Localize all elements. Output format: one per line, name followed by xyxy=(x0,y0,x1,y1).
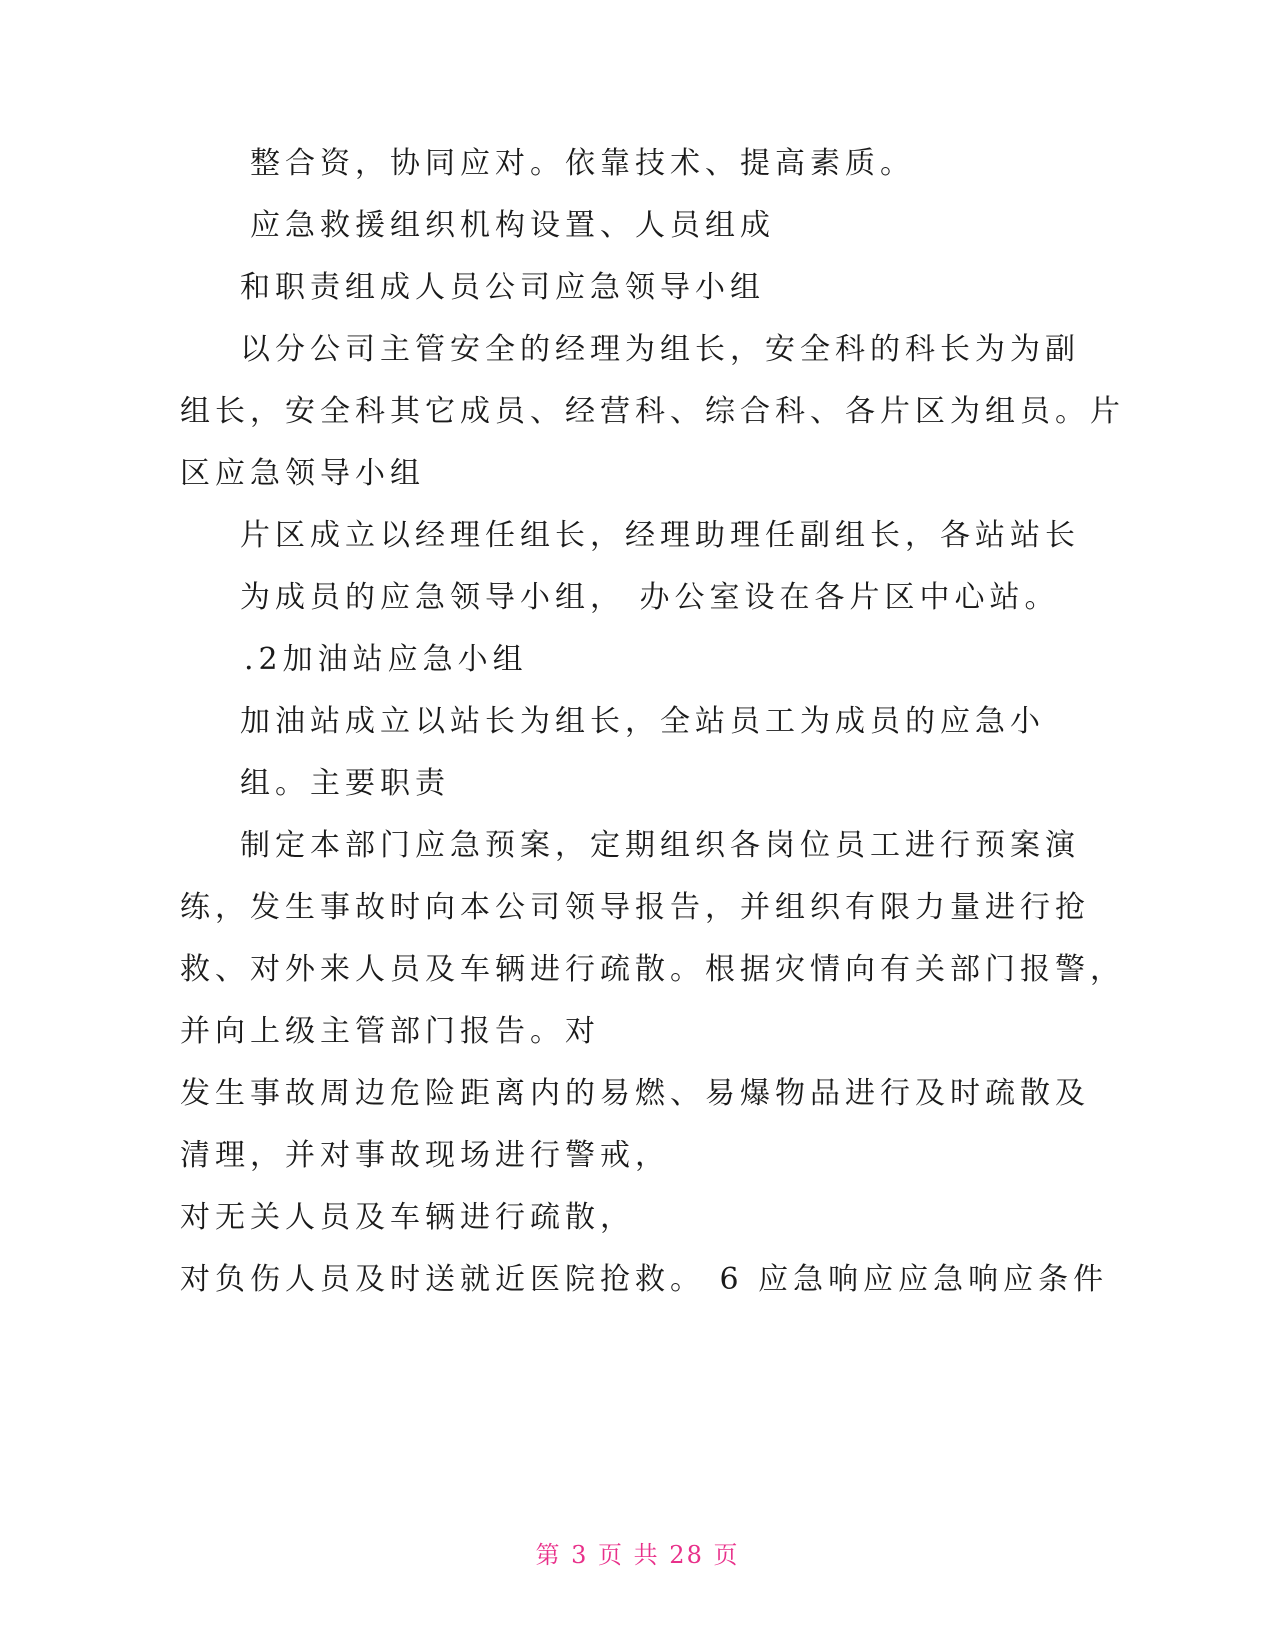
text-line-9: .2加油站应急小组 xyxy=(244,642,528,677)
text-line-19: 对负伤人员及时送就近医院抢救。 6 应急响应应急响应条件 xyxy=(180,1262,1109,1297)
text-line-3: 和职责组成人员公司应急领导小组 xyxy=(240,270,765,305)
page-number-footer: 第 3 页 共 28 页 xyxy=(535,1541,740,1569)
text-line-15: 并向上级主管部门报告。对 xyxy=(180,1014,600,1049)
text-line-13: 练，发生事故时向本公司领导报告，并组织有限力量进行抢 xyxy=(180,890,1090,925)
text-line-1: 整合资，协同应对。依靠技术、提高素质。 xyxy=(250,146,915,181)
text-line-7: 片区成立以经理任组长，经理助理任副组长，各站站长 xyxy=(240,518,1080,553)
text-line-11: 组。主要职责 xyxy=(240,766,450,801)
text-line-10: 加油站成立以站长为组长，全站员工为成员的应急小 xyxy=(240,704,1045,739)
text-line-2: 应急救援组织机构设置、人员组成 xyxy=(250,208,775,243)
text-line-16: 发生事故周边危险距离内的易燃、易爆物品进行及时疏散及 xyxy=(180,1076,1090,1111)
text-line-4: 以分公司主管安全的经理为组长，安全科的科长为为副 xyxy=(240,332,1080,367)
text-line-12: 制定本部门应急预案，定期组织各岗位员工进行预案演 xyxy=(240,828,1080,863)
text-line-5: 组长，安全科其它成员、经营科、综合科、各片区为组员。片 xyxy=(180,394,1125,429)
text-line-14: 救、对外来人员及车辆进行疏散。根据灾情向有关部门报警， xyxy=(180,952,1125,987)
text-line-8: 为成员的应急领导小组， 办公室设在各片区中心站。 xyxy=(240,580,1060,615)
text-line-17: 清理，并对事故现场进行警戒， xyxy=(180,1138,670,1173)
text-line-18: 对无关人员及车辆进行疏散， xyxy=(180,1200,635,1235)
text-line-6: 区应急领导小组 xyxy=(180,456,425,491)
